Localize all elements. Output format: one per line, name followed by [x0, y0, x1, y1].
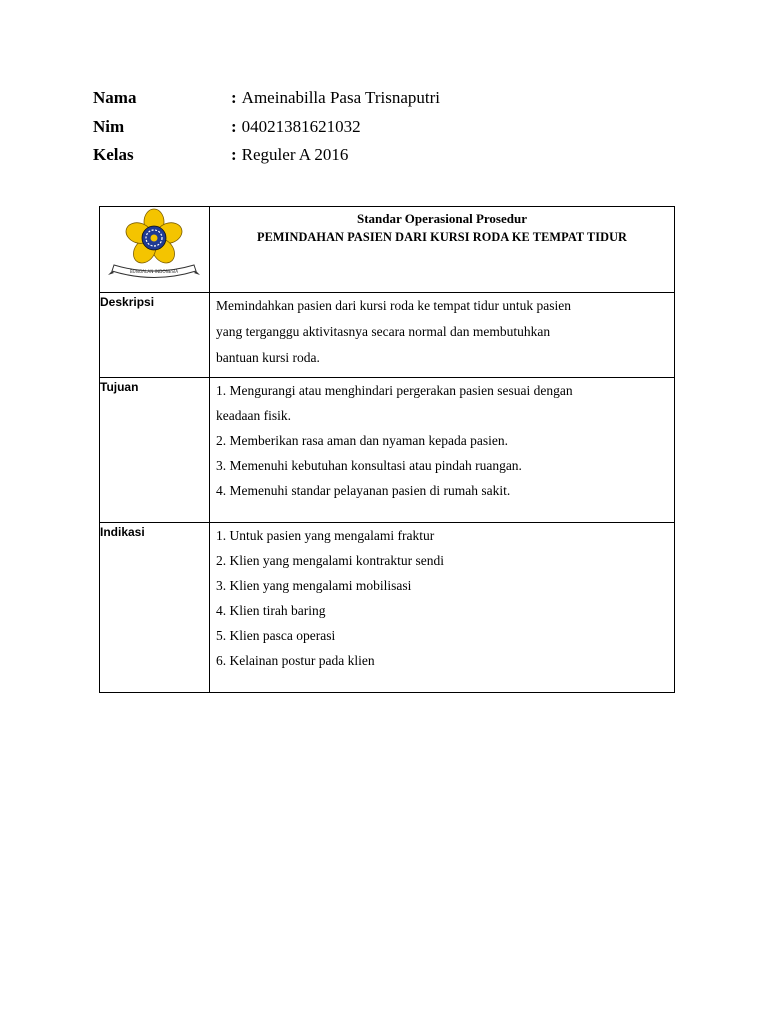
text-line: yang terganggu aktivitasnya secara normal dan membutuhkan [216, 324, 551, 339]
tujuan-list [210, 378, 674, 522]
info-value: Ameinabilla Pasa Trisnaputri [241, 88, 440, 108]
info-value: 04021381621032 [241, 116, 361, 136]
list-item: keadaan fisik. [216, 408, 291, 423]
sop-title-cell [210, 207, 675, 293]
list-item: 1. Untuk pasien yang mengalami fraktur [216, 528, 435, 543]
tujuan-label-cell [100, 378, 210, 523]
list-item: 6. Kelainan postur pada klien [216, 653, 375, 668]
tujuan-row [100, 378, 675, 523]
tujuan-content-cell [210, 378, 675, 523]
sop-subtitle: PEMINDAHAN PASIEN DARI KURSI RODA KE TEMPAT TIDUR [256, 230, 628, 244]
deskripsi-content-cell [210, 293, 675, 378]
info-colon: : [231, 116, 237, 136]
sop-table [99, 206, 675, 693]
sop-title: Standar Operasional Prosedur [357, 211, 527, 226]
deskripsi-row [100, 293, 675, 378]
student-info [93, 84, 440, 170]
text-line: Memindahkan pasien dari kursi roda ke tempat tidur untuk pasien [216, 298, 572, 313]
deskripsi-label: Deskripsi [100, 295, 155, 309]
indikasi-list [210, 523, 674, 692]
logo-ribbon-text: BUNGALAN INDONESIA [129, 269, 179, 274]
text-line: bantuan kursi roda. [216, 350, 320, 365]
indikasi-content-cell [210, 523, 675, 693]
list-item: 3. Klien yang mengalami mobilisasi [216, 578, 412, 593]
deskripsi-label-cell [100, 293, 210, 378]
list-item: 5. Klien pasca operasi [216, 628, 336, 643]
list-item: 3. Memenuhi kebutuhan konsultasi atau pindah ruangan. [216, 458, 522, 473]
info-label: Nim [93, 116, 125, 136]
list-item: 2. Klien yang mengalami kontraktur sendi [216, 553, 444, 568]
info-row-nama [93, 84, 440, 113]
university-logo-icon [100, 207, 208, 287]
info-colon: : [231, 88, 237, 108]
info-value: Reguler A 2016 [241, 145, 349, 165]
info-row-nim [93, 113, 440, 142]
deskripsi-text [210, 293, 674, 377]
list-item: 4. Memenuhi standar pelayanan pasien di rumah sakit. [216, 483, 511, 498]
indikasi-label: Indikasi [100, 525, 145, 539]
indikasi-label-cell [100, 523, 210, 693]
logo-cell [100, 207, 210, 293]
info-label: Nama [93, 88, 137, 108]
tujuan-label: Tujuan [100, 380, 139, 394]
info-label: Kelas [93, 145, 134, 165]
list-item: 4. Klien tirah baring [216, 603, 326, 618]
info-row-kelas [93, 141, 440, 170]
info-colon: : [231, 145, 237, 165]
list-item: 1. Mengurangi atau menghindari pergerakan pasien sesuai dengan [216, 383, 573, 398]
list-item: 2. Memberikan rasa aman dan nyaman kepada pasien. [216, 433, 509, 448]
indikasi-row [100, 523, 675, 693]
sop-header-row [100, 207, 675, 293]
